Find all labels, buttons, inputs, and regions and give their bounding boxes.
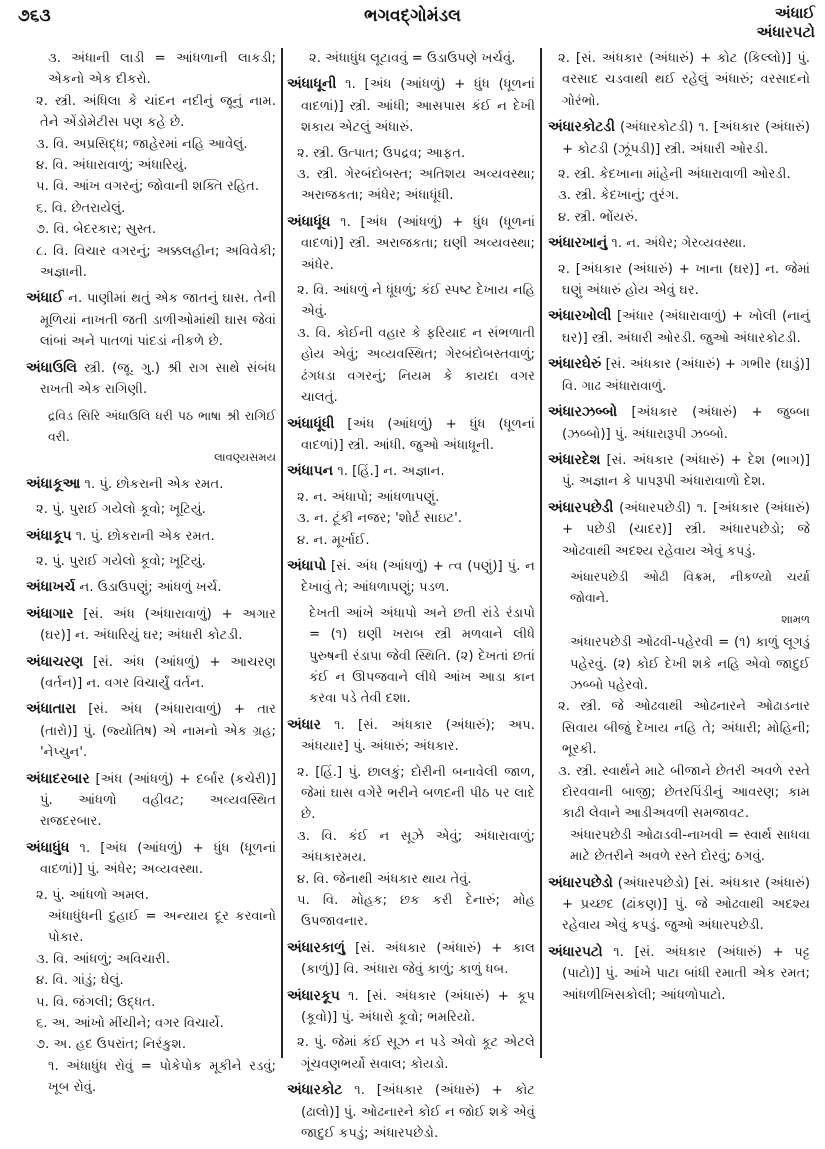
column-divider [281,48,283,1058]
definition-text: (અંધારપછેડી) ૧. [અંધકાર (અંધારું) + પછેડી (ચાદર)] સ્ત્રી. અંધારપછેડો; જે ઓઢવાથી અદશ્ય રહેવાય એવું કપડું. [562,500,811,559]
example-line [287,603,535,710]
definition-text: ૧. પું. છોકરાની એક રમત. [75,528,215,544]
definition-text: ૩. અંધાની લાડી = આંધળાની લાકડી; એકનો એક દીકરો. [48,51,276,88]
dictionary-entry [548,117,810,160]
headword: અંધાખર્ચ [26,579,76,596]
headword: અંધાપો [287,557,327,574]
sense-line [26,551,276,572]
definition-text: [સં. અંધ (આંધળું) + આચરણ (વર્તન)] ન. વગર વિચાર્યું વર્તન. [40,654,276,691]
definition-text: ૧. [અંધ (આંધળું) + ધુંધ (ધૂળનાં વાદળાં)] સ્ત્રી. અરાજકતા; ઘણી અવ્યવસ્થા; અંધેર. [301,214,535,273]
definition-text: [સં. અંધકાર (અંધારું) + દેશ (ભાગ)] પું. અજ્ઞાન કે પાપરૂપી અંધારાવાળો દેશ. [562,452,810,490]
definition-text: ૨. સ્ત્રી. ઉત્પાત; ઉપદ્રવ; આફત. [297,145,466,161]
dictionary-entry [26,526,276,547]
column-1 [26,48,276,1099]
sense-line [26,499,276,520]
definition-text: ૩. વિ. કંઈ ન સૂઝે એવું; અંધારાવાળું; અંધકારમય. [297,828,535,866]
definition-text: ૮. વિ. વિચાર વગરનું; અક્કલહીન; અવિવેકી; અજ્ઞાની. [36,243,276,281]
definition-text: ૨. પું. જેમાં કંઈ સૂઝ ન પડે એવો કૂટ એટલે ગૂંચવણભર્યો સવાલ; કોયડો. [297,1035,535,1072]
definition-text: ૩. સ્ત્રી. ગેરબંદોબસ્ત; અતિશય અવ્યવસ્થા; અરાજકતા; અંધેર; અંધાધૂંધી. [297,167,535,204]
headword: અંધારકૂપ [287,987,340,1004]
headword: અંધારપછેડી [548,499,614,516]
definition-text: અંધારપછેડી ઓઢવી-પહેરવી = (૧) કાળું લૂગડું પહેરવું. (૨) કોઈ દેખી શકે નહિ એવો જાદુઈ ઝબ્બો પહેરવો. [570,635,810,693]
example-line [548,632,810,696]
sense-line [26,155,276,176]
definition-text: ૫. વિ. મોહક; છક કરી દેનારું; મોહ ઉપજાવનાર. [297,893,535,930]
sense-line [548,259,810,302]
dictionary-entry [26,699,276,763]
definition-text: ૨. ન. અંધાપો; આંધળાપણું. [297,489,440,505]
headword: અંધારપટો [548,943,603,960]
dictionary-entry [287,461,535,482]
definition-text: [સં. અંધ (આંધળું) + ત્વ (પણું)] પું. ન દેખાવું તે; આંધળાપણું; પડળ. [301,558,535,596]
definition-text: ન. ઉડાઉપણું; આંધળું ખર્ચ. [79,580,222,596]
definition-text: ૧. પું. છોકરાની એક રમત. [84,476,224,492]
definition-text: દેખતી આંખે અંધાપો અને છતી રાંડે રંડાપો = (૧) ઘણી ખરાબ સ્ત્રી મળવાને લીધે પુરુષની રંડાપા જેવી સ્થિતિ. (૨) દેખતાં છતાં કંઈ ન ઊપજવાને લીધે આંખ આડા કાન કરવા પડે તેવી દશા. [309,605,535,707]
citation-line [26,405,276,469]
dictionary-entry [26,652,276,695]
dictionary-entry [26,288,276,352]
definition-text: ૪. ન. મૂર્ખાઈ. [297,532,370,548]
dictionary-entry [287,74,535,138]
sense-line [287,143,535,164]
definition-text: દ્રવિડ સિરિ અંધાઉલિ ધરી પઠ ભાષા શ્રી રાગિઈ વરી. [48,407,276,444]
sense-line [548,48,810,112]
definition-text: ૧. [સં. અંધકાર (અંધારું) + પટ્ટ (પાટો)] પું. આંખે પાટા બાંધી રમાતી એક રમત; આંધળીખિસકોલી; આંધળોપાટો. [562,944,810,1003]
sense-line [287,826,535,869]
definition-text: ૩. વિ. કોઈની વહાર કે ફરિયાદ ન સંભળાતી હોય એવું; અવ્યવસ્થિત; ગેરબંદોબસ્તવાળું; ઢંગધડા વગરનું; નિયમ કે કાયદા વગર ચાલતું. [297,325,535,406]
dictionary-entry [287,1080,535,1144]
definition-text: ૬. વિ. છેતરાયેલું. [36,200,126,216]
sense-line [26,176,276,197]
definition-text: [અંધ (આંધળું) + દર્બાર (કચેરી)] પું. આંધળો વહીવટ; અવ્યવસ્થિત રાજદરબાર. [40,771,276,830]
definition-text: ૪. વિ. જેનાથી અંધકાર થાય તેવું. [297,871,472,887]
example-line [26,906,276,949]
example-line [287,48,535,69]
headword: અંધારઘેરું [548,356,602,373]
definition-text: ૩. સ્ત્રી. સ્વાર્થને માટે બીજાને છેતરી અવળે રસ્તે દોરવવાની બાજી; છેતરપિંડીનું આવરણ; કામ કાઢી લેવાને આડીઅવળી સમજાવટ. [558,763,810,822]
sense-line [26,91,276,134]
definition-text: [સં. અંધ (અંધારાવાળું) + અગાર (ઘર)] ન. અંધારિયું ઘર; અંધારી કોટડી. [40,606,276,644]
definition-text: ૨. પું. આંધળો અમલ. [36,887,149,903]
dictionary-entry [548,306,810,349]
citation-source: લાવણ્યસમય [214,450,276,465]
definition-text: [અંધકાર (અંધારું) + જુબ્બા (ઝબ્બો)] પું. અંધારારૂપી ઝબ્બો. [562,405,810,442]
headword: અંધારખાનું [548,235,608,252]
sense-line [548,164,810,185]
headword: અંધારપછેડો [548,874,613,891]
headword: અંધાચરણ [26,653,84,670]
headword: અંધારકાળું [287,939,346,956]
sense-line [287,530,535,551]
headword: અંધારકોટડી [548,119,616,136]
sense-line [287,487,535,508]
definition-text: ૧. [અંધ (આંધળું) + ધુંધ (ધૂળનાં વાદળાં)] પું. અંધેર; અવ્યવસ્થા. [40,840,276,878]
definition-text: ૨. પું. પુરાઈ ગયેલો કૂવો; ખૂટિયું. [36,553,206,569]
headword: અંધાધૂંધ [287,213,331,230]
dictionary-entry [26,838,276,881]
definition-text: ૨. અંધાધુંધ લૂટાવવું = ઉડાઉપણે ખર્ચવું. [309,51,516,66]
dictionary-entry [548,233,810,254]
definition-text: અંધાધુંધની દુહાઈ = અન્યાય દૂર કરવાનો પોકાર. [48,909,276,946]
sense-line [548,696,810,760]
headword: અંધાઈ [26,290,64,307]
definition-text: અંધારપછેડી ઓઢાડવી-નાખવી = સ્વાર્થ સાધવા માટે છેતરીને અવળે રસ્તે દોરવું; ઠગવું. [570,827,810,865]
definition-text: ૩. ન. ટૂંકી નજર; 'શોર્ટ સાઇટ'. [297,511,462,527]
definition-text: ૨. પું. પુરાઈ ગયેલો કૂવો; ખૂટિયું. [36,502,206,518]
running-title: ભગવદ્ગોમંડલ [364,6,461,26]
definition-text: ૨. [સં. અંધકાર (અંધારું) + કોટ (કિલ્લો)] પું. વરસાદ ચડવાથી થઈ રહેલું અંધારું; વરસાદનો ગોરંભો. [558,51,810,109]
column-3 [548,48,810,1010]
dictionary-entry [287,986,535,1029]
dictionary-entry [26,474,276,495]
sense-line [287,762,535,826]
dictionary-entry [548,354,810,397]
dictionary-entry [26,577,276,598]
sense-line [26,241,276,284]
definition-text: ૨. સ્ત્રી. જે ઓઢવાથી ઓઢનારને ઓઢાડનાર સિવાય બીજું દેખાય નહિ તે; અંધારી; મોહિની; ભૂરકી. [558,699,810,758]
definition-text: [સં. અંધકાર (અંધારું) + કાલ (કાળું)] વિ. અંધારા જેવું કાળું; કાળું ધબ. [301,940,535,978]
sense-line [548,207,810,228]
headword: અંધાદરબાર [26,770,90,787]
definition-text: ૩. સ્ત્રી. કેદખાનું; તુરંગ. [558,188,679,204]
headword: અંધાધુંધ [26,839,70,856]
definition-text: સ્ત્રી. (જૂ. ગુ.) શ્રી રાગ સાથે સંબંધ રાખતી એક રાગિણી. [40,360,276,398]
sense-line [548,761,810,825]
example-line [26,1056,276,1099]
definition-text: ૧. [અંધ (આંધળું) + ધુંધ (ધૂળનાં વાદળાં)] સ્ત્રી. આંધી; આસપાસ કંઈ ન દેખી શકાય એટલું અંધારું. [301,77,535,136]
dictionary-entry [548,498,810,562]
definition-text: ૭. અ. હદ ઉપરાંત; નિરંકુશ. [36,1037,187,1053]
headword: અંધાકૂપ [26,527,72,544]
definition-text: ૩. વિ. આંધળું; અવિચારી. [36,951,171,967]
definition-text: ન. પાણીમાં થતું એક જાતનું ઘાસ. તેની મૂળિયાં નાખતી જતી ડાળીઓમાંથી ઘાસ જેવાં લાંબાં અને પાતળાં પાંદડાં નીકળે છે. [40,291,276,350]
guide-word-last: અંધારપટો [756,23,815,41]
definition-text: (અંધારપછેડો) [સં. અંધકાર (અંધારું) + પ્રચ્છદ (ઢાંકણ)] પું. જે ઓઢવાથી અદશ્ય રહેવાય એવું કપડું. જુઓ અંધારપછેડી. [562,875,810,934]
headword: અંધારખોલી [548,308,612,325]
dictionary-entry [26,769,276,833]
definition-text: ૨. સ્ત્રી. કેદખાના માંહેની અંધારાવાળી ઓરડી. [558,167,791,183]
sense-line [287,508,535,529]
headword: અંધારકોટ [287,1082,343,1099]
sense-line [26,970,276,991]
headword: અંધાતારા [26,701,76,718]
sense-line [287,280,535,323]
page-number: ૭૬૩ [18,6,51,26]
definition-text: ૨. [અંધકાર (અંધારું) + ખાના (ઘર)] ન. જેમાં ઘણું અંધારું હોય એવું ઘર. [558,261,810,299]
headword: અંધારઝબ્બો [548,404,618,421]
dictionary-entry [548,873,810,937]
headword: અંધાધૂંધી [287,415,335,432]
sense-line [26,992,276,1013]
dictionary-entry [287,556,535,599]
sense-line [287,323,535,409]
definition-text: ૨. [હિં.] પું. છાલકું; દોરીની બનાવેલી જાળ, જેમાં ઘાસ વગેરે ભરીને બળદની પીઠ પર લાદે છે. [297,764,535,823]
headword: અંધાગાર [26,605,74,622]
definition-text: [સં. અંધકાર (અંધારું) + ગભીર (ઘાડું)] વિ. ગાઢ અંધારાવાળું. [562,357,810,394]
definition-text: ૧. ન. અંધેર; ગેરવ્યવસ્થા. [611,236,747,252]
dictionary-entry [26,358,276,401]
headword: અંધાપન [287,463,334,480]
definition-text: ૪. વિ. ગાંડું; ઘેલું. [36,973,124,989]
citation-line [548,566,810,630]
definition-text: ૧. અંધાધુંધ રોવું = પોકેપોક મૂકીને રડવું; ખૂબ રોવું. [48,1058,276,1096]
dictionary-entry [287,414,535,457]
sense-line [26,1034,276,1055]
sense-line [548,185,810,206]
headword: અંધાર [287,716,321,733]
definition-text: ૨. વિ. આંધળું ને ધૂંધળું; કંઈ સ્પષ્ટ દેખાય નહિ એવું. [297,283,535,320]
definition-text: [અંધાર (અંધારાવાળું) + ખોલી (નાનું ઘર)] સ્ત્રી. અંધારી ઓરડી. જુઓ અંધારકોટડી. [562,309,810,346]
sense-line [26,949,276,970]
definition-text: ૬. અ. આંખો મીંચીને; વગર વિચાર્યે. [36,1016,224,1032]
column-divider [540,48,542,1058]
dictionary-entry [26,604,276,647]
sense-line [26,219,276,240]
definition-text: [અંધ (આંધળું) + ધુંધ (ધૂળનાં વાદળાં)] સ્ત્રી. આંધી. જુઓ અંધાધૂની. [301,416,535,453]
dictionary-entry [548,450,810,493]
sense-line [287,890,535,933]
definition-text: [સં. અંધ (અંધારાવાળું) + તાર (તારો)] પું. (જ્યોતિષ) એ નામનો એક ગ્રહ; 'નેપ્ચુન'. [40,702,276,761]
definition-text: ૭. વિ. બેદરકાર; સુસ્ત. [36,222,157,238]
sense-line [287,869,535,890]
definition-text: (અંધારકોટડી) ૧. [અંધકાર (અંધારું) + કોટડી (ઝૂંપડી)] સ્ત્રી. અંધારી ઓરડી. [562,120,810,157]
guide-words [757,4,815,42]
sense-line [26,134,276,155]
column-2 [287,48,535,1149]
dictionary-entry [287,938,535,981]
dictionary-entry [548,942,810,1006]
sense-line [26,1013,276,1034]
dictionary-entry [287,715,535,758]
dictionary-entry [287,212,535,276]
definition-text: ૪. વિ. અંધારાવાળું; અંધારિયું. [36,158,188,174]
example-line [26,48,276,91]
headword: અંધારદેશ [548,451,601,468]
definition-text: ૧. [અંધકાર (અંધારું) + કોટ (ઢાલો)] પું. ઓઢનારને કોઈ ન જોઈ શકે એવું જાદુઈ કપડું; અંધારપછેડો. [301,1083,535,1142]
definition-text: ૫. વિ. આંખ વગરનું; જોવાની શક્તિ રહિત. [36,179,260,195]
definition-text: ૪. સ્ત્રી. ભોંયરું. [558,209,639,225]
example-line [548,825,810,868]
headword: અંધાકૂઆ [26,475,81,492]
definition-text: ૩. વિ. અપ્રસિદ્ધ; જાહેરમાં નહિ આવેલું. [36,136,248,152]
citation-source: શામળ [781,611,810,626]
sense-line [26,198,276,219]
definition-text: ૨. સ્ત્રી. અંધિલા કે ચાંદન નદીનું જૂનું નામ. તેને એંડોમેટીસ પણ કહે છે. [36,93,276,131]
headword: અંધાધૂની [287,76,337,93]
definition-text: ૧. [સં. અંધકાર (અંધારું); અપ. અંધયાર] પું. અંધારું; અંધકાર. [301,717,535,755]
guide-word-first: અંધાઈ [774,4,815,22]
sense-line [287,164,535,207]
definition-text: ૧. [સં. અંધકાર (અંધારું) + કૂપ (કૂવો)] પું. અંધારો કૂવો; ભમરિયો. [301,988,535,1026]
definition-text: ૧. [હિં.] ન. અજ્ઞાન. [337,464,445,480]
dictionary-entry [548,402,810,445]
definition-text: ૫. વિ. જંગલી; ઉદ્ધત. [36,994,156,1010]
headword: અંધાઉલિ [26,359,77,376]
definition-text: અંધારપછેડી ઓઢી વિક્રમ, નીકળ્યો ચર્યા જોવાને. [570,568,810,606]
sense-line [26,885,276,906]
